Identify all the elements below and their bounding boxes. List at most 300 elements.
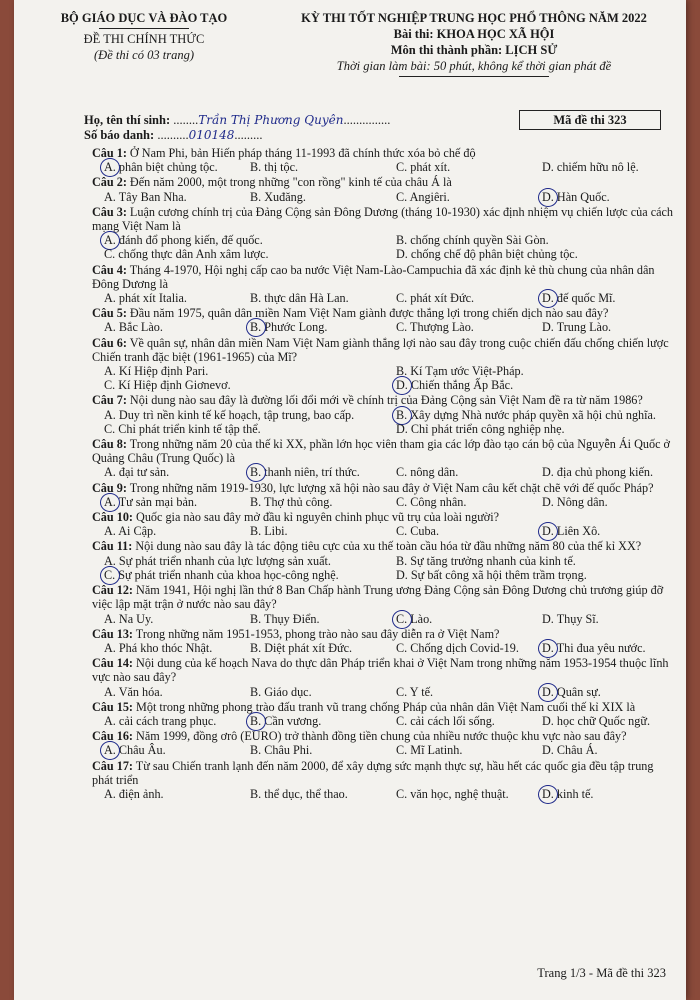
exam-title: KỲ THI TỐT NGHIỆP TRUNG HỌC PHỔ THÔNG NĂM 2022 (301, 11, 647, 25)
answer-option[interactable] (530, 685, 676, 699)
option-text: Sự bất công xã hội thêm trầm trọng. (410, 567, 587, 582)
answer-option[interactable] (384, 714, 530, 728)
option-text: phát xít Đức. (410, 291, 475, 306)
student-name-row: Họ, tên thí sinh: ........Trần Thị Phương Quyên............... (84, 113, 391, 127)
question-number: Câu 5: (92, 306, 127, 321)
option-letter: D. (542, 494, 554, 509)
option-text: Quân sự. (556, 684, 601, 699)
answer-option[interactable] (530, 743, 676, 757)
option-letter: D. (542, 465, 554, 480)
question-stem (92, 729, 676, 743)
option-letter: B. (250, 743, 262, 758)
option-text: nông dân. (410, 465, 459, 480)
answer-option[interactable] (384, 422, 676, 436)
option-text: Duy trì nền kinh tế kế hoạch, tập trung, bao cấp. (118, 407, 355, 422)
question-text: Luận cương chính trị của Đảng Cộng sản Đông Dương (tháng 10-1930) xác định nhiệm vụ chiến lược của cách mạng Việt Nam là (92, 204, 674, 234)
option-letter: A. (104, 364, 116, 379)
option-text: Diệt phát xít Đức. (264, 640, 353, 655)
question-stem (92, 146, 676, 160)
question-text: Ở Nam Phi, bản Hiến pháp tháng 11-1993 đã chính thức xóa bỏ chế độ (129, 146, 476, 160)
option-letter: C. (396, 524, 408, 539)
option-text: Thượng Lào. (410, 320, 474, 335)
option-text: phát xít. (410, 160, 451, 175)
option-text: phân biệt chủng tộc. (118, 160, 218, 175)
question-text: Về quân sự, nhân dân miền Nam Việt Nam giành thắng lợi nào sau đây trong cuộc chiến đấu chống chiến lược Chiến tranh đặc biệt (1961-1965) của Mĩ? (92, 335, 669, 364)
answer-row (92, 190, 676, 204)
answer-option[interactable] (530, 524, 676, 538)
answer-option[interactable] (384, 291, 530, 305)
exam-subject: Bài thi: KHOA HỌC XÃ HỘI (393, 27, 555, 41)
option-letter: D. (542, 189, 554, 204)
answer-option[interactable] (384, 364, 676, 378)
option-text: Chỉ phát triển công nghiệp nhẹ. (410, 421, 565, 436)
question-text: Từ sau Chiến tranh lạnh đến năm 2000, để xây dựng sức mạnh thực sự, hầu hết các quốc gia đều tập trung phát triển (92, 758, 654, 787)
option-text: Ai Cập. (118, 524, 157, 539)
option-letter: A. (104, 640, 116, 655)
option-text: Xuđăng. (264, 189, 306, 204)
option-letter: A. (104, 524, 116, 539)
answer-option[interactable] (92, 495, 238, 509)
question-item (92, 510, 676, 538)
option-text: chiếm hữu nô lệ. (556, 160, 639, 175)
id-label: Số báo danh: (84, 128, 155, 142)
option-letter: D. (542, 320, 554, 335)
answer-row (92, 524, 676, 538)
option-text: Văn hóa. (118, 684, 163, 699)
answer-option[interactable] (92, 422, 384, 436)
question-text: Đầu năm 1975, quân dân miền Nam Việt Nam giành được thắng lợi trong chiến dịch nào sau đây? (129, 306, 609, 321)
question-number: Câu 6: (92, 335, 127, 350)
option-text: học chữ Quốc ngữ. (556, 713, 650, 728)
question-item (92, 146, 676, 174)
option-letter: C. (396, 743, 408, 758)
option-letter: D. (396, 378, 408, 393)
question-item (92, 437, 676, 480)
option-letter: D. (542, 160, 554, 175)
option-text: văn học, nghệ thuật. (410, 786, 509, 801)
ministry-name: BỘ GIÁO DỤC VÀ ĐÀO TẠO (60, 11, 228, 25)
answer-option[interactable] (530, 641, 676, 655)
option-text: Cần vương. (264, 713, 322, 728)
option-text: Angiêri. (409, 189, 450, 204)
answer-row (92, 714, 676, 728)
option-text: thực dân Hà Lan. (264, 291, 349, 306)
question-stem (92, 336, 676, 364)
option-text: phát xít Italia. (118, 291, 187, 306)
option-text: Tây Ban Nha. (118, 189, 187, 204)
exam-code-box: Mã đề thi 323 (519, 110, 661, 130)
answer-option[interactable] (92, 247, 384, 261)
option-letter: B. (396, 233, 408, 248)
answer-option[interactable] (384, 233, 676, 247)
option-text: Chỉ phát triển kinh tế tập thể. (118, 421, 261, 436)
answer-option[interactable] (92, 714, 238, 728)
answer-option[interactable] (384, 554, 676, 568)
answer-row (92, 320, 676, 334)
answer-row (92, 743, 676, 757)
option-letter: A. (104, 320, 116, 335)
option-letter: A. (104, 160, 116, 175)
question-number: Câu 16: (92, 729, 133, 744)
option-text: Châu Âu. (118, 743, 166, 758)
answer-option[interactable] (384, 378, 676, 392)
answer-option[interactable] (384, 787, 530, 801)
answer-option[interactable] (238, 291, 384, 305)
exam-paper (14, 0, 686, 1000)
option-letter: C. (396, 713, 408, 728)
question-item (92, 306, 676, 334)
option-text: chống chế độ phân biệt chủng tộc. (410, 247, 578, 262)
question-number: Câu 3: (92, 204, 127, 219)
option-text: Thụy Sĩ. (556, 611, 599, 626)
option-letter: B. (396, 364, 408, 379)
option-letter: D. (542, 743, 554, 758)
answer-option[interactable] (92, 641, 238, 655)
question-item (92, 539, 676, 582)
question-number: Câu 8: (92, 437, 127, 452)
option-letter: A. (104, 786, 116, 801)
option-letter: C. (104, 378, 116, 393)
answer-option[interactable] (384, 612, 530, 626)
option-letter: C. (396, 189, 408, 204)
question-text: Trong những năm 1951-1953, phong trào nào sau đây diễn ra ở Việt Nam? (135, 626, 500, 641)
option-letter: D. (542, 524, 554, 539)
question-number: Câu 12: (92, 583, 133, 598)
option-letter: D. (542, 713, 554, 728)
option-text: Trung Lào. (556, 320, 612, 335)
answer-option[interactable] (238, 612, 384, 626)
option-letter: C. (104, 567, 116, 582)
answer-option[interactable] (530, 160, 676, 174)
question-number: Câu 7: (92, 393, 127, 408)
option-letter: C. (396, 320, 408, 335)
id-value: 010148 (188, 128, 235, 142)
option-text: Chiến thắng Ấp Bắc. (410, 378, 514, 393)
answer-option[interactable] (238, 714, 384, 728)
option-letter: A. (104, 494, 116, 509)
option-letter: A. (104, 233, 116, 248)
question-stem (92, 175, 676, 189)
answer-option[interactable] (92, 190, 238, 204)
question-item (92, 336, 676, 393)
question-stem (92, 583, 676, 611)
question-stem (92, 393, 676, 407)
divider (399, 76, 549, 77)
answer-option[interactable] (384, 247, 676, 261)
option-text: Công nhân. (410, 494, 467, 509)
answer-option[interactable] (238, 465, 384, 479)
answer-option[interactable] (92, 685, 238, 699)
question-text: Năm 1999, đồng ơrô (EURO) trở thành đồng tiền chung của nhiều nước thuộc khu vực nào sau đây? (136, 729, 627, 744)
option-text: thị tộc. (264, 160, 299, 175)
answer-option[interactable] (530, 465, 676, 479)
option-text: Kí Hiệp định Giơnevơ. (118, 378, 231, 393)
answer-option[interactable] (92, 291, 238, 305)
option-letter: A. (104, 291, 116, 306)
option-letter: B. (250, 494, 262, 509)
option-letter: D. (542, 786, 554, 801)
answer-row (92, 568, 676, 582)
option-text: Liên Xô. (556, 524, 601, 539)
answer-option[interactable] (384, 568, 676, 582)
answer-option[interactable] (92, 743, 238, 757)
option-letter: B. (250, 160, 262, 175)
option-letter: D. (542, 611, 554, 626)
option-letter: C. (396, 786, 408, 801)
question-stem (92, 700, 676, 714)
option-letter: C. (396, 291, 408, 306)
answer-option[interactable] (92, 320, 238, 334)
option-text: Thi đua yêu nước. (556, 640, 646, 655)
answer-option[interactable] (92, 364, 384, 378)
name-value: Trần Thị Phương Quyên (198, 113, 344, 127)
option-letter: B. (250, 684, 262, 699)
answer-option[interactable] (530, 320, 676, 334)
question-number: Câu 1: (92, 146, 127, 160)
answer-option[interactable] (238, 787, 384, 801)
answer-option[interactable] (238, 685, 384, 699)
question-item (92, 583, 676, 626)
option-letter: A. (104, 684, 116, 699)
question-number: Câu 2: (92, 175, 127, 190)
question-stem (92, 510, 676, 524)
exam-title-block (274, 10, 674, 79)
option-text: Libi. (264, 524, 288, 539)
question-stem (92, 437, 676, 465)
answer-row (92, 641, 676, 655)
option-text: Châu Phi. (264, 743, 313, 758)
option-letter: C. (396, 465, 408, 480)
answer-row (92, 364, 676, 378)
question-stem (92, 539, 676, 553)
option-letter: B. (250, 320, 262, 335)
option-text: Cuba. (410, 524, 440, 539)
option-letter: C. (104, 421, 116, 436)
page-count-note: (Đề thi có 03 trang) (94, 48, 194, 62)
option-text: Phá kho thóc Nhật. (118, 640, 213, 655)
question-item (92, 263, 676, 306)
question-stem (92, 627, 676, 641)
option-text: kinh tế. (556, 786, 594, 801)
divider (99, 28, 189, 29)
option-text: Chống dịch Covid-19. (410, 640, 519, 655)
option-text: Sự phát triển nhanh của khoa học-công nghệ. (118, 567, 339, 582)
answer-row (92, 291, 676, 305)
question-text: Nội dung của kế hoạch Nava do thực dân Pháp triển khai ở Việt Nam trong những năm 1953-1954 thuộc lĩnh vực nào sau đây? (92, 656, 669, 685)
answer-option[interactable] (92, 612, 238, 626)
question-item (92, 627, 676, 655)
question-number: Câu 4: (92, 262, 127, 277)
answer-option[interactable] (92, 568, 384, 582)
question-text: Nội dung nào sau đây là đường lối đổi mới về chính trị của Đảng Cộng sản Việt Nam đề ra từ năm 1986? (129, 393, 643, 408)
question-item (92, 175, 676, 203)
page-footer: Trang 1/3 - Mã đề thi 323 (537, 966, 666, 980)
question-stem (92, 481, 676, 495)
option-letter: C. (396, 160, 408, 175)
answer-option[interactable] (92, 233, 384, 247)
answer-option[interactable] (92, 787, 238, 801)
answer-option[interactable] (384, 408, 676, 422)
question-number: Câu 13: (92, 626, 133, 641)
answer-option[interactable] (238, 743, 384, 757)
option-text: Sự tăng trưởng nhanh của kinh tế. (410, 553, 576, 568)
option-letter: D. (396, 421, 408, 436)
answer-option[interactable] (238, 320, 384, 334)
answer-option[interactable] (238, 495, 384, 509)
option-letter: B. (250, 611, 262, 626)
answer-row (92, 233, 676, 247)
option-letter: B. (250, 713, 262, 728)
exam-duration: Thời gian làm bài: 50 phút, không kể thời gian phát đề (336, 59, 612, 73)
answer-option[interactable] (384, 743, 530, 757)
question-text: Trong những năm 1919-1930, lực lượng xã hội nào sau đây ở Việt Nam câu kết chặt chẽ với đế quốc Pháp? (129, 480, 654, 495)
question-text: Quốc gia nào sau đây mở đầu kỉ nguyên chinh phục vũ trụ của loài người? (136, 510, 500, 525)
option-text: đánh đổ phong kiến, đế quốc. (118, 233, 263, 248)
question-stem (92, 205, 676, 233)
option-text: đế quốc Mĩ. (556, 291, 616, 306)
answer-row (92, 495, 676, 509)
answer-option[interactable] (384, 524, 530, 538)
option-text: chống chính quyền Sài Gòn. (410, 233, 549, 248)
option-text: Châu Á. (556, 743, 598, 758)
option-text: Mĩ Latinh. (410, 743, 463, 758)
answer-option[interactable] (384, 495, 530, 509)
option-letter: B. (396, 407, 408, 422)
answer-option[interactable] (92, 378, 384, 392)
option-text: cải cách trang phục. (118, 713, 217, 728)
question-item (92, 393, 676, 436)
question-item (92, 700, 676, 728)
question-stem (92, 306, 676, 320)
option-text: Y tế. (409, 684, 434, 699)
answer-row (92, 787, 676, 801)
option-text: cải cách lối sống. (410, 713, 495, 728)
question-item (92, 481, 676, 509)
question-stem (92, 263, 676, 291)
question-text: Trong những năm 20 của thế kỉ XX, phần lớn học viên tham gia các lớp đào tạo cán bộ của Nguyễn Ái Quốc ở Quảng Châu (Trung Quốc) là (92, 437, 670, 466)
option-text: Giáo dục. (264, 684, 312, 699)
option-letter: B. (250, 786, 262, 801)
option-letter: D. (396, 247, 408, 262)
answer-row (92, 160, 676, 174)
answer-option[interactable] (530, 787, 676, 801)
question-list (92, 146, 676, 802)
question-item (92, 656, 676, 699)
option-letter: D. (542, 291, 554, 306)
answer-option[interactable] (530, 495, 676, 509)
option-letter: A. (104, 407, 116, 422)
answer-option[interactable] (238, 160, 384, 174)
option-text: thể dục, thể thao. (264, 786, 348, 801)
option-text: Tư sản mại bản. (118, 494, 198, 509)
answer-row (92, 554, 676, 568)
option-text: Hàn Quốc. (556, 189, 610, 204)
answer-option[interactable] (384, 190, 530, 204)
question-number: Câu 11: (92, 539, 133, 554)
official-label: ĐỀ THI CHÍNH THỨC (83, 32, 205, 46)
answer-option[interactable] (384, 641, 530, 655)
option-text: Phước Long. (264, 320, 328, 335)
option-letter: C. (396, 640, 408, 655)
option-letter: D. (396, 567, 408, 582)
answer-option[interactable] (238, 190, 384, 204)
answer-option[interactable] (238, 641, 384, 655)
option-letter: A. (104, 465, 116, 480)
option-text: Na Uy. (118, 611, 154, 626)
name-label: Họ, tên thí sinh: (84, 113, 171, 127)
option-letter: C. (396, 611, 408, 626)
option-letter: C. (396, 494, 408, 509)
option-letter: C. (104, 247, 116, 262)
option-letter: A. (104, 553, 116, 568)
option-letter: C. (396, 684, 408, 699)
option-text: đại tư sản. (118, 465, 170, 480)
answer-option[interactable] (530, 291, 676, 305)
answer-row (92, 247, 676, 261)
answer-option[interactable] (92, 465, 238, 479)
question-number: Câu 15: (92, 699, 133, 714)
option-letter: B. (250, 291, 262, 306)
answer-option[interactable] (92, 554, 384, 568)
option-letter: B. (250, 640, 262, 655)
option-text: Thụy Điển. (264, 611, 320, 626)
answer-option[interactable] (384, 685, 530, 699)
option-text: chống thực dân Anh xâm lược. (118, 247, 269, 262)
option-text: Sự phát triển nhanh của lực lượng sản xuất. (118, 553, 331, 568)
answer-row (92, 685, 676, 699)
question-text: Đến năm 2000, một trong những "con rồng" kinh tế của châu Á là (129, 175, 452, 190)
question-number: Câu 9: (92, 480, 127, 495)
answer-row (92, 378, 676, 392)
option-letter: A. (104, 743, 116, 758)
option-text: địa chủ phong kiến. (556, 465, 654, 480)
answer-option[interactable] (384, 465, 530, 479)
answer-option[interactable] (530, 612, 676, 626)
question-text: Nội dung nào sau đây là tác động tiêu cực của xu thế toàn cầu hóa từ đầu những năm 80 của thế kỉ XX? (135, 539, 642, 554)
answer-option[interactable] (384, 320, 530, 334)
student-id-row: Số báo danh: ..........010148......... (84, 128, 263, 142)
option-letter: A. (104, 611, 116, 626)
answer-option[interactable] (92, 408, 384, 422)
question-stem (92, 759, 676, 787)
option-letter: D. (542, 684, 554, 699)
answer-row (92, 408, 676, 422)
question-number: Câu 10: (92, 510, 133, 525)
option-text: Kí Tạm ước Việt-Pháp. (410, 364, 524, 379)
answer-option[interactable] (384, 160, 530, 174)
answer-row (92, 612, 676, 626)
option-letter: B. (250, 189, 262, 204)
question-item (92, 729, 676, 757)
option-letter: D. (542, 640, 554, 655)
question-item (92, 759, 676, 802)
option-letter: B. (250, 465, 262, 480)
option-text: điện ảnh. (118, 786, 164, 801)
ministry-block (44, 10, 244, 63)
question-text: Năm 1941, Hội nghị lần thứ 8 Ban Chấp hành Trung ương Đảng Cộng sản Đông Dương chủ trương giúp đỡ việc lập mặt trận ở nước nào sau đây? (92, 583, 664, 612)
question-text: Một trong những phong trào đấu tranh vũ trang chống Pháp của nhân dân Việt Nam cuối thế kỉ XIX là (136, 699, 636, 714)
answer-option[interactable] (238, 524, 384, 538)
answer-option[interactable] (92, 524, 238, 538)
answer-option[interactable] (530, 714, 676, 728)
option-letter: B. (396, 553, 408, 568)
answer-option[interactable] (530, 190, 676, 204)
option-text: Kí Hiệp định Pari. (118, 364, 209, 379)
option-text: Nông dân. (556, 494, 608, 509)
option-text: Xây dựng Nhà nước pháp quyền xã hội chủ nghĩa. (410, 407, 656, 422)
exam-header (14, 10, 686, 110)
answer-option[interactable] (92, 160, 238, 174)
